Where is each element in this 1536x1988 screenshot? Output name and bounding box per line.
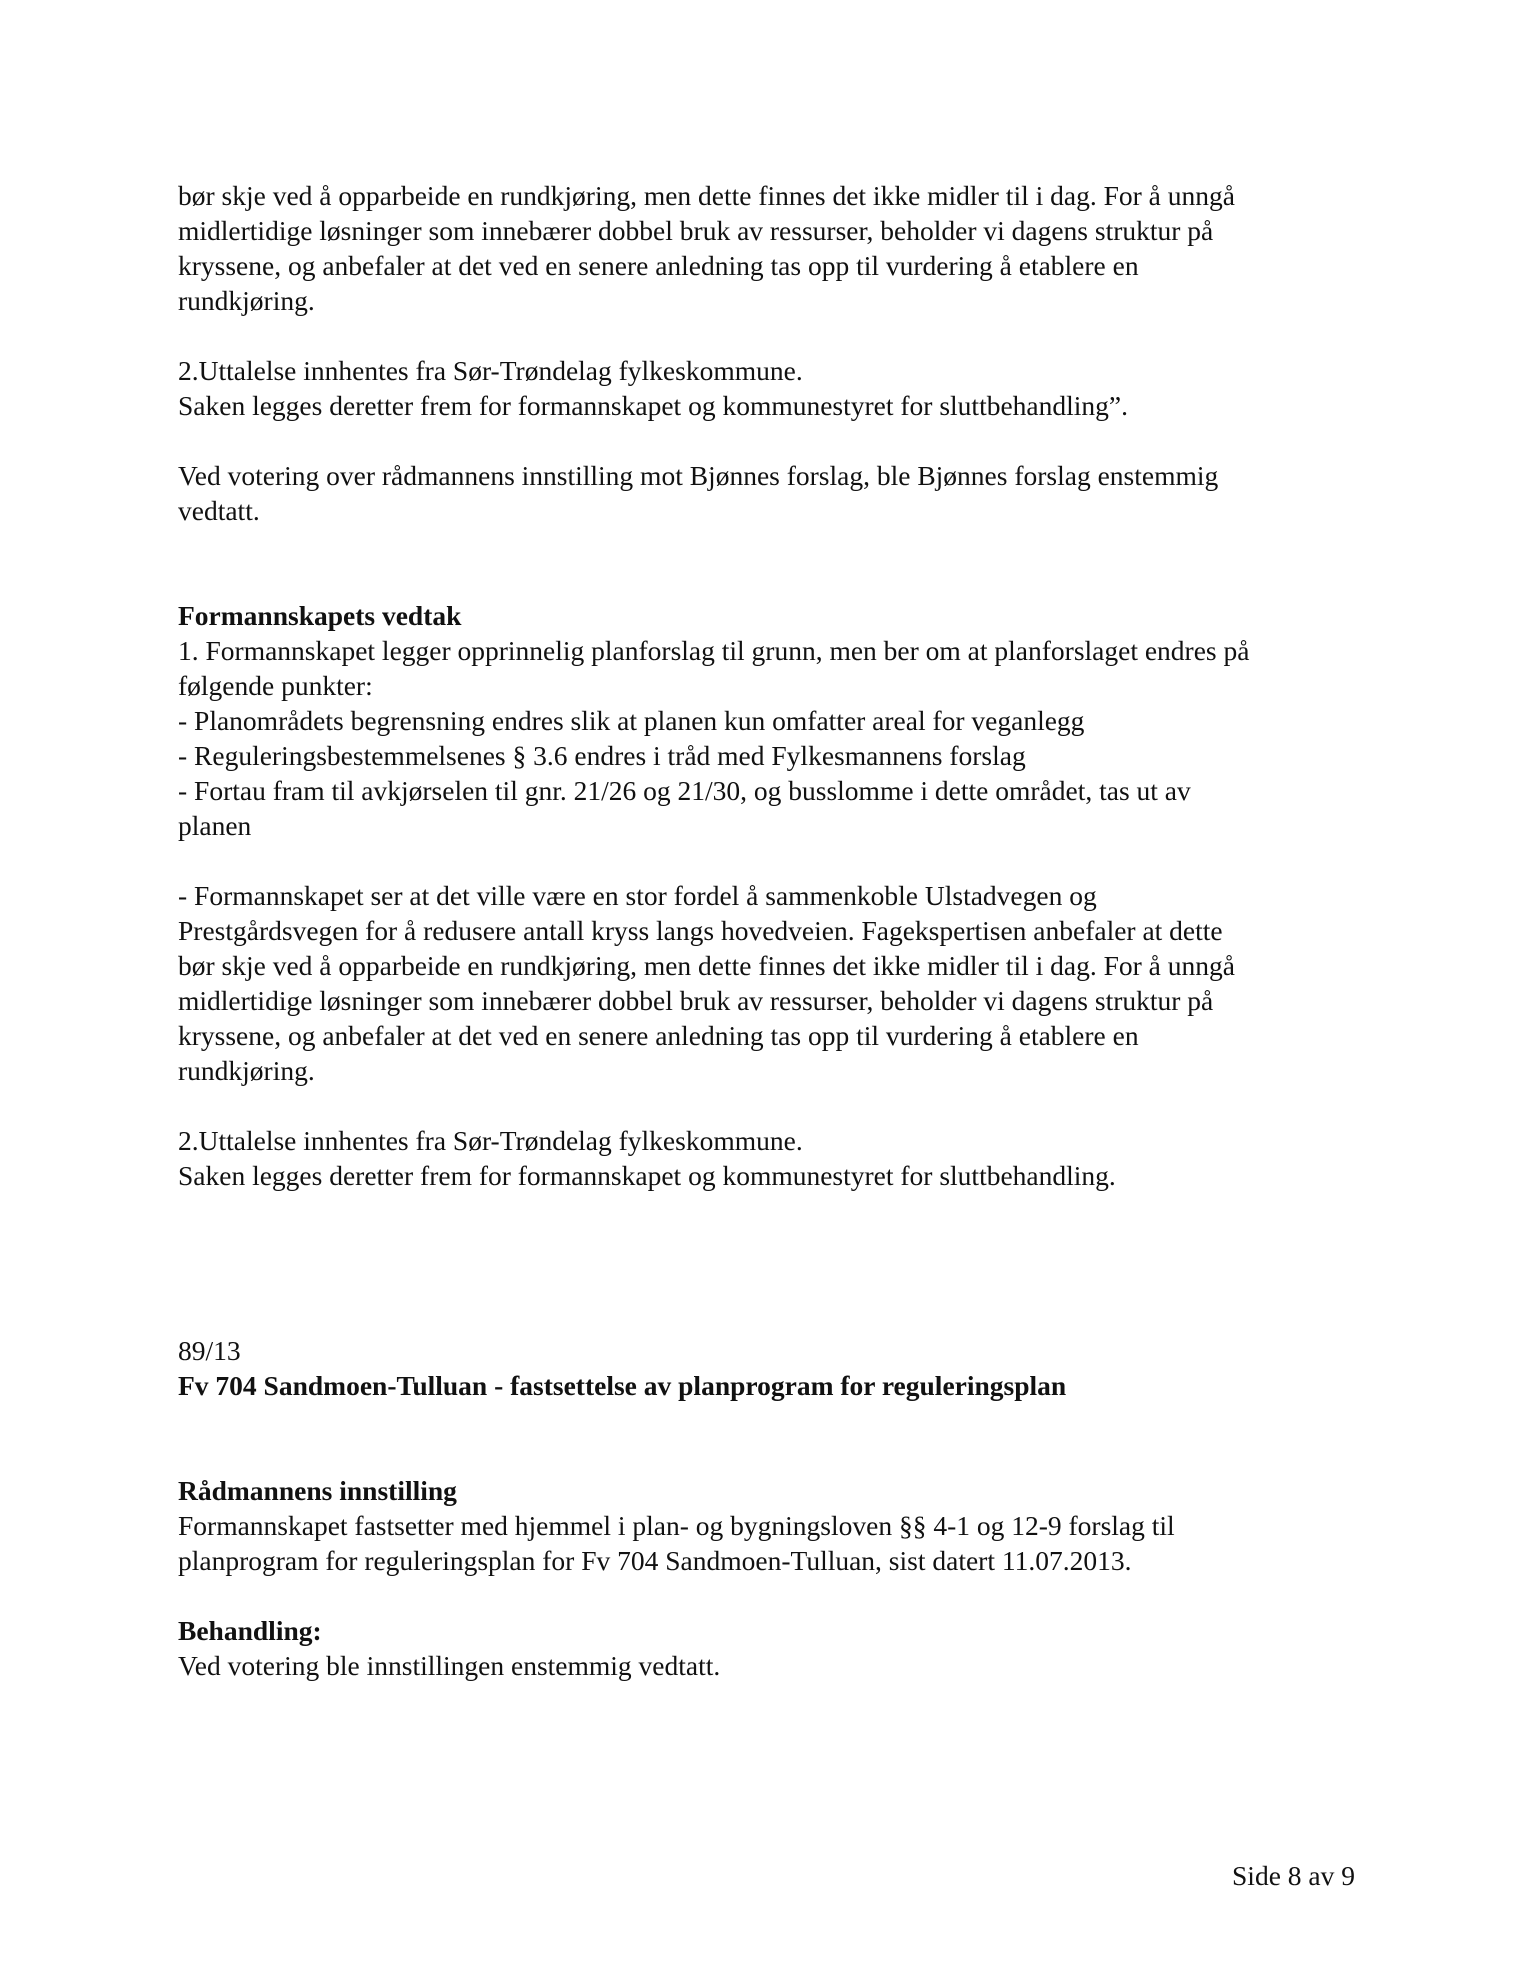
case-number: 89/13 bbox=[178, 1335, 241, 1366]
paragraph-rundkjoring-continued bbox=[178, 178, 1358, 318]
text-line: Formannskapet fastsetter med hjemmel i plan- og bygningsloven §§ 4-1 og 12-9 forslag til bbox=[178, 1510, 1175, 1541]
text-line: rundkjøring. bbox=[178, 285, 315, 316]
text-line: 2.Uttalelse innhentes fra Sør-Trøndelag fylkeskommune. bbox=[178, 355, 803, 386]
text-line: Saken legges deretter frem for formannskapet og kommunestyret for sluttbehandling”. bbox=[178, 390, 1128, 421]
text-line: Prestgårdsvegen for å redusere antall kryss langs hovedveien. Fagekspertisen anbefaler at dette bbox=[178, 915, 1223, 946]
section-heading: Behandling: bbox=[178, 1615, 322, 1646]
text-line: kryssene, og anbefaler at det ved en senere anledning tas opp til vurdering å etablere en bbox=[178, 250, 1139, 281]
text-line: planprogram for reguleringsplan for Fv 704 Sandmoen-Tulluan, sist datert 11.07.2013. bbox=[178, 1545, 1132, 1576]
list-item: - Fortau fram til avkjørselen til gnr. 21/26 og 21/30, og busslomme i dette området, tas ut av bbox=[178, 775, 1191, 806]
text-line: vedtatt. bbox=[178, 495, 260, 526]
text-line: kryssene, og anbefaler at det ved en senere anledning tas opp til vurdering å etablere en bbox=[178, 1020, 1139, 1051]
page-number: Side 8 av 9 bbox=[1232, 1860, 1355, 1891]
text-line: 2.Uttalelse innhentes fra Sør-Trøndelag fylkeskommune. bbox=[178, 1125, 803, 1156]
section-heading: Rådmannens innstilling bbox=[178, 1475, 457, 1506]
case-title: Fv 704 Sandmoen-Tulluan - fastsettelse av planprogram for reguleringsplan bbox=[178, 1370, 1067, 1401]
paragraph-uttalelse-final bbox=[178, 1123, 1358, 1193]
text-line: bør skje ved å opparbeide en rundkjøring, men dette finnes det ikke midler til i dag. For å unngå bbox=[178, 950, 1235, 981]
text-line: Ved votering ble innstillingen enstemmig vedtatt. bbox=[178, 1650, 721, 1681]
paragraph-sammenkoble bbox=[178, 878, 1358, 1088]
list-item: - Reguleringsbestemmelsenes § 3.6 endres i tråd med Fylkesmannens forslag bbox=[178, 740, 1026, 771]
document-body bbox=[178, 178, 1358, 1683]
text-line: bør skje ved å opparbeide en rundkjøring, men dette finnes det ikke midler til i dag. For å unngå bbox=[178, 180, 1235, 211]
list-item: - Formannskapet ser at det ville være en stor fordel å sammenkoble Ulstadvegen og bbox=[178, 880, 1097, 911]
text-line: følgende punkter: bbox=[178, 670, 373, 701]
text-line: rundkjøring. bbox=[178, 1055, 315, 1086]
text-line: 1. Formannskapet legger opprinnelig planforslag til grunn, men ber om at planforslaget endres på bbox=[178, 635, 1250, 666]
section-formannskapets-vedtak bbox=[178, 598, 1358, 843]
paragraph-uttalelse bbox=[178, 353, 1358, 423]
section-heading: Formannskapets vedtak bbox=[178, 600, 462, 631]
section-radmannens-innstilling bbox=[178, 1473, 1358, 1578]
text-line: Ved votering over rådmannens innstilling mot Bjønnes forslag, ble Bjønnes forslag enstemmig bbox=[178, 460, 1219, 491]
text-line: planen bbox=[178, 810, 252, 841]
section-behandling bbox=[178, 1613, 1358, 1683]
text-line: midlertidige løsninger som innebærer dobbel bruk av ressurser, beholder vi dagens struktur på bbox=[178, 215, 1214, 246]
text-line: midlertidige løsninger som innebærer dobbel bruk av ressurser, beholder vi dagens struktur på bbox=[178, 985, 1214, 1016]
list-item: - Planområdets begrensning endres slik at planen kun omfatter areal for veganlegg bbox=[178, 705, 1085, 736]
case-header bbox=[178, 1333, 1358, 1403]
paragraph-votering bbox=[178, 458, 1358, 528]
text-line: Saken legges deretter frem for formannskapet og kommunestyret for sluttbehandling. bbox=[178, 1160, 1116, 1191]
